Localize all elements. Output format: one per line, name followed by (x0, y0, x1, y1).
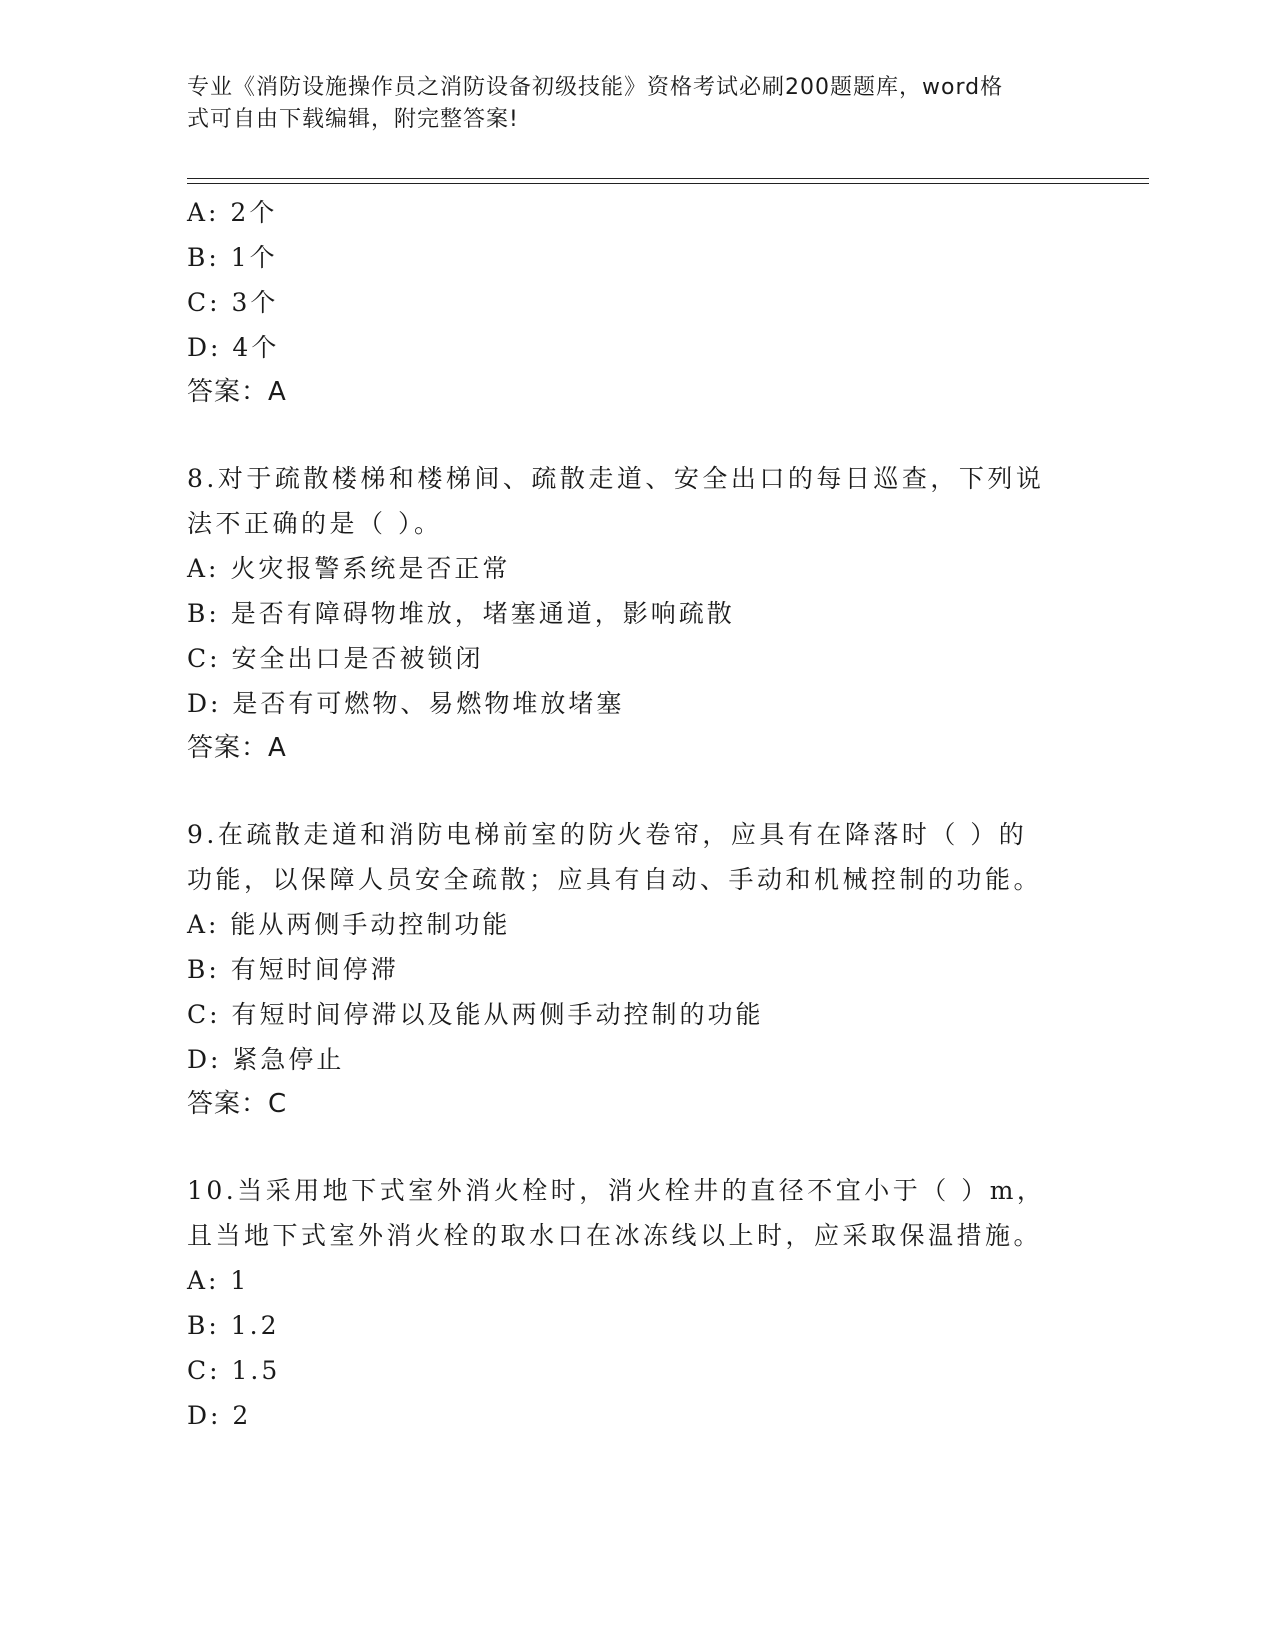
question-stem-line-2: 法不正确的是（ ）。 (187, 509, 443, 538)
option-d: D: 是否有可燃物、易燃物堆放堵塞 (187, 689, 625, 718)
option-c: C: 3个 (187, 288, 279, 317)
answer-label: 答案：A (187, 733, 287, 763)
document-header (187, 72, 1067, 136)
option-a: A: 1 (187, 1266, 250, 1295)
header-line-2: 式可自由下载编辑，附完整答案! (187, 107, 519, 132)
option-b: B: 1个 (187, 243, 278, 272)
header-divider-top (187, 178, 1149, 179)
question-10 (187, 1168, 1087, 1438)
question-stem-line-1: 8.对于疏散楼梯和楼梯间、疏散走道、安全出口的每日巡查，下列说 (187, 464, 1045, 493)
header-line-1: 专业《消防设施操作员之消防设备初级技能》资格考试必刷200题题库，word格 (187, 75, 1004, 100)
option-d: D: 2 (187, 1401, 252, 1430)
option-c: C: 有短时间停滞以及能从两侧手动控制的功能 (187, 1000, 764, 1029)
option-c: C: 1.5 (187, 1356, 281, 1385)
question-list (187, 190, 1087, 1438)
option-a: A: 2个 (187, 198, 278, 227)
option-b: B: 是否有障碍物堆放，堵塞通道，影响疏散 (187, 599, 735, 628)
question-7-continued (187, 190, 1087, 415)
question-stem-line-2: 功能，以保障人员安全疏散；应具有自动、手动和机械控制的功能。 (187, 865, 1043, 894)
question-9 (187, 812, 1087, 1127)
option-b: B: 1.2 (187, 1311, 280, 1340)
option-b: B: 有短时间停滞 (187, 955, 399, 984)
answer-label: 答案：C (187, 1089, 288, 1119)
option-a: A: 能从两侧手动控制功能 (187, 910, 511, 939)
question-stem-line-1: 9.在疏散走道和消防电梯前室的防火卷帘，应具有在降落时（ ）的 (187, 820, 1028, 849)
option-a: A: 火灾报警系统是否正常 (187, 554, 511, 583)
question-stem-line-2: 且当地下式室外消火栓的取水口在冰冻线以上时，应采取保温措施。 (187, 1221, 1043, 1250)
answer-label: 答案：A (187, 377, 287, 407)
question-8 (187, 456, 1087, 771)
option-d: D: 紧急停止 (187, 1045, 345, 1074)
header-divider-bottom (187, 183, 1149, 184)
option-d: D: 4个 (187, 333, 280, 362)
option-c: C: 安全出口是否被锁闭 (187, 644, 484, 673)
question-stem-line-1: 10.当采用地下式室外消火栓时，消火栓井的直径不宜小于（ ）m， (187, 1176, 1046, 1205)
